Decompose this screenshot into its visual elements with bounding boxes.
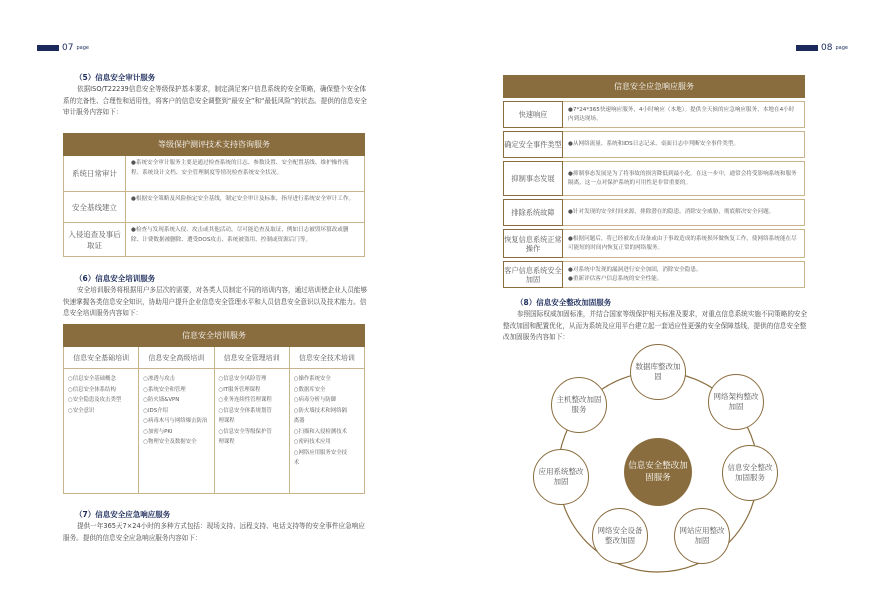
emergency-table xyxy=(503,75,805,288)
section-para-training: 安全培训服务将根据用户多层次的需要，对各类人员制定不同的培训内容，通过培训使企业人员能够快速掌握各类信息安全知识，协助用户提升企业信息安全管理水平和人员信息安全意识以及技术能力。信息安全培训服务内容如下： xyxy=(63,286,368,317)
table-row: 恢复信息系统正常操作 ●根据问题后，将已经被攻击设备或由于事故造成的系统损坏做恢复工作，使网络系统能在尽可能短的时间内恢复正常的网络服务。 xyxy=(503,229,805,258)
section-para-audit: 依据ISO/T22239信息安全等级保护基本要求，制定满足客户信息系统的安全策略，确保整个安全体系的完备性、合理性和适用性，将客户的信息安全调整到“最安全”和“最低风险”的状态。提供的信息安全审计服务内容如下： xyxy=(63,85,367,116)
diagram-node: 网络架构整改加固 xyxy=(708,374,764,430)
emergency-table-header: 信息安全应急响应服务 xyxy=(503,75,805,98)
table-row: 系统日常审计 ●系统安全审计服务主要是通过检查系统的日志、参数设置、安全配置基线、维护操作流程、系统设计文档、安全管理制度等情况检查系统安全状况。 xyxy=(63,156,365,192)
diagram-node: 网站应用整改加固 xyxy=(674,508,730,564)
diagram-node: 网络安全设备整改加固 xyxy=(592,508,648,564)
hardening-diagram xyxy=(508,355,808,600)
diagram-node: 应用系统整改加固 xyxy=(533,449,589,505)
section-title-emergency: （7）信息安全应急响应服务 xyxy=(75,510,171,519)
training-table-header: 信息安全培训服务 xyxy=(63,324,365,347)
table-row: 快速响应 ●7*24*365快速响应服务，4小时响应（本地）。提供全天候的应急响应服务，本地在4小时内到达现场。 xyxy=(503,101,805,128)
page-number-bar xyxy=(796,45,818,51)
table-row: 确定安全事件类型 ●从网络流量、系统和IDS日志记录、桌面日志中判断安全事件类型。 xyxy=(503,131,805,158)
training-column: 信息安全技术培训 ○操作系统安全 ○数据库安全 ○病毒分析与防御 ○防火墙技术和网络隔 离器 ○扫描和入侵检测技术 ○密码技术应用 ○网络应用服务安全技 术 xyxy=(290,347,364,493)
table-row: 入侵追查及事后取证 ●检查与发现系统入侵、攻击或其他活动，尽可能追查及取证，例如日志被毁坏篡改或删除、计费数据被删除、遭受DOS攻击、系统被盗用、控制或资源后门等。 xyxy=(63,223,365,257)
training-table xyxy=(63,324,365,494)
diagram-node: 数据库整改加固 xyxy=(630,344,686,400)
training-column: 信息安全高级培训 ○渗透与攻击 ○系统安全和管理 ○防火墙&VPN ○IDS介绍 ○病毒木马与网络爆击防治 ○加密与PKI ○物理安全及数据安全 xyxy=(139,347,214,493)
diagram-node: 信息安全整改加固服务 xyxy=(722,445,778,501)
audit-table xyxy=(63,133,365,257)
page-number-right: 08 page xyxy=(796,43,848,53)
section-para-hardening: 参照国际权威加固标准，并结合国家等级保护相关标准及要求，对重点信息系统实施不同策略的安全整改加固和配置优化，从而为系统及应用平台建立起一套适应性更强的安全保障基线，提供的信息安全整改加固服务内容如下： xyxy=(503,310,808,341)
diagram-node: 主机整改加固服务 xyxy=(551,377,607,433)
table-row: 客户信息系统安全加固 ●对系统中发现的漏洞进行安全加固，消除安全隐患。 ●重新评估客户信息系统的安全性能。 xyxy=(503,261,805,288)
section-title-audit: （5）信息安全审计服务 xyxy=(75,73,156,82)
training-column: 信息安全管理培训 ○信息安全风险管理 ○IT服务管理课程 ○业务连续性管理课程 ○信息安全体系规划管 理课程 ○信息安全等级保护管 理课程 xyxy=(215,347,290,493)
page-number-left: 07 page xyxy=(37,43,89,53)
section-para-emergency: 提供一年365天7×24小时的多种方式包括：现场支持、远程支持、电话支持等的安全事件应急响应服务。提供的信息安全应急响应服务内容如下： xyxy=(63,522,365,542)
table-row: 排除系统故障 ●针对发现的安全时间来源，排除潜在的隐患，消除安全威胁，彻底解决安全问题。 xyxy=(503,199,805,226)
section-title-training: （6）信息安全培训服务 xyxy=(75,274,156,283)
audit-table-header: 等级保护测评技术支持咨询服务 xyxy=(63,133,365,156)
section-title-hardening: （8）信息安全整改加固服务 xyxy=(516,298,612,307)
table-row: 抑制事态发展 ●抑制事态发展是为了将事故的损害降低到最小化。在这一步中，通常会将受影响系统和服务隔离，这一点对保护系统的可用性是非常重要的。 xyxy=(503,161,805,196)
page-number-bar xyxy=(37,45,59,51)
training-column: 信息安全基础培训 ○信息安全基础概念 ○信息安全体系结构 ○安全隐患及攻击类型 ○安全意识 xyxy=(64,347,139,493)
diagram-center-node: 信息安全整改加固服务 xyxy=(624,438,692,506)
table-row: 安全基线建立 ●根据安全策略及风险指定安全基线，制定安全审计及标准，指导进行系统安全审计工作。 xyxy=(63,192,365,223)
